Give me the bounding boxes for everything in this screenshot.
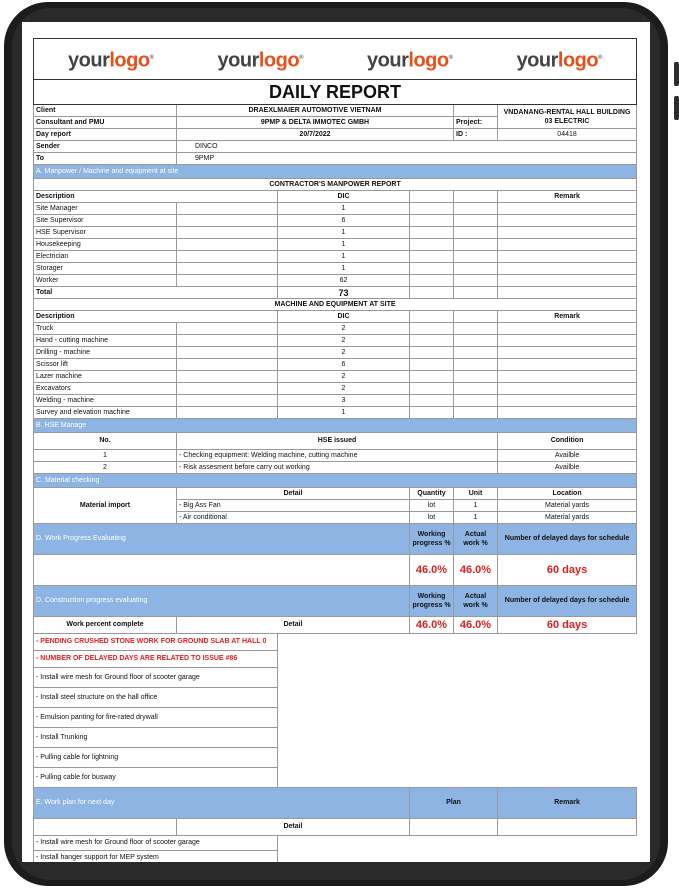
construction-detail-row [34,688,637,708]
construction-detail-header: Detail [177,617,410,634]
machine-blank [177,407,278,419]
manpower-dic: 62 [278,275,410,287]
machine-remark-header: Remark [498,311,637,323]
machine-dic: 1 [278,407,410,419]
manpower-remark [498,275,637,287]
machine-row [34,323,637,335]
machine-row [34,383,637,395]
machine-blank [177,347,278,359]
machine-blank [410,407,454,419]
machine-dic-header: DIC [278,311,410,323]
construction-working-progress-value: 46.0% [410,617,454,634]
id-value: 04418 [498,129,637,141]
manpower-row [34,203,637,215]
manpower-dic: 6 [278,215,410,227]
hse-row [34,462,637,474]
machine-description: Excavators [34,383,177,395]
day-report-value: 20/7/2022 [177,129,454,141]
machine-description: Welding - machine [34,395,177,407]
section-a-title: A. Manpower / Machine and equipment at site [34,165,637,179]
daily-report-document [33,38,636,862]
machine-remark [498,359,637,371]
machine-blank [454,395,498,407]
material-location-header: Location [498,488,637,500]
manpower-blank [410,203,454,215]
manpower-row [34,251,637,263]
machine-remark [498,335,637,347]
manpower-blank [410,239,454,251]
manpower-dic: 1 [278,251,410,263]
machine-equipment-title: MACHINE AND EQUIPMENT AT SITE [34,299,637,311]
machine-description: Survey and elevation machine [34,407,177,419]
project-label: Project: [454,117,498,129]
manpower-description: HSE Supervisor [34,227,177,239]
construction-detail: - PENDING CRUSHED STONE WORK FOR GROUND SLAB AT HALL 0 [34,634,278,651]
consultant-value: 9PMP & DELTA IMMOTEC GMBH [177,117,454,129]
material-detail: - Air conditional [177,512,410,524]
section-d2-title: D. Construction progress evaluating [34,586,410,617]
manpower-dic: 1 [278,227,410,239]
machine-blank [177,335,278,347]
section-c-title: C. Material checking [34,474,637,488]
manpower-blank [454,203,498,215]
machine-blank [410,383,454,395]
manpower-blank [454,263,498,275]
actual-work-label: Actual [464,531,487,538]
material-import-label: Material import [34,488,177,524]
company-logo: yourlogo® [367,49,453,72]
machine-blank [410,335,454,347]
plan-detail-row [34,851,637,863]
manpower-row [34,215,637,227]
manpower-blank [177,275,278,287]
plan-header: Plan [410,788,498,819]
hse-issue: - Checking equipment: Welding machine, cutting machine [177,450,498,462]
client-label: Client [34,105,177,117]
plan-remark-header: Remark [498,788,637,819]
project-value: VNDANANG-RENTAL HALL BUILDING 03 ELECTRIC [498,105,637,129]
sender-label: Sender [34,141,177,153]
manpower-description: Site Manager [34,203,177,215]
working-progress-label: Working [417,593,446,600]
hse-no: 1 [34,450,177,462]
material-unit: 1 [454,500,498,512]
machine-description: Scissor lift [34,359,177,371]
material-quantity-header: Quantity [410,488,454,500]
manpower-row [34,275,637,287]
machine-remark [498,371,637,383]
tablet-side-button [674,62,679,86]
manpower-remark [498,227,637,239]
hse-issue: - Risk assesment before carry out working [177,462,498,474]
machine-remark [498,347,637,359]
hse-no: 2 [34,462,177,474]
manpower-remark-header: Remark [498,191,637,203]
manpower-total-label: Total [34,287,278,299]
machine-blank [454,323,498,335]
construction-detail-row [34,651,637,668]
working-progress-label: Working [417,531,446,538]
hse-condition-header: Condition [498,433,637,450]
machine-dic: 2 [278,335,410,347]
machine-row [34,371,637,383]
machine-blank [454,347,498,359]
machine-blank [177,323,278,335]
hse-issued-header: HSE issued [177,433,498,450]
manpower-dic: 1 [278,239,410,251]
machine-description-header: Description [34,311,278,323]
logo-row [34,39,637,80]
construction-delayed-days-value: 60 days [498,617,637,634]
machine-remark [498,407,637,419]
machine-dic: 2 [278,371,410,383]
manpower-blank [177,215,278,227]
manpower-blank [410,275,454,287]
report-table: yourlogo® yourlogo® yourlogo® yourlogo® DAILY REPORT Client DRAEXLMAIER AUTOMOTIVE VIETNAM VNDANANG-RENTAL HALL BUILDING 03 ELECTRIC Consultant and PMU 9PMP & DELTA IMMOTEC GMBH Project: Day report 20/7/2022 ID : 04418 Sender DINCO To 9PMP A. Manpower / Machine and equipment at site CONTRACTOR'S MANPOWER REPORT Description DIC Remark Site Manager 1 Site Supervisor 6 HSE Supervisor 1 Housekeeping 1 Electrician 1 Storager 1 Worker 62 Total 73 MACHINE AND EQUIPMENT AT SITE Description DIC Remark Truck 2 Hand - cutting machine 2 Drilling - machine 2 Scissor lift 6 Lazer machine 2 Excavators 2 Welding - machine 3 Survey and elevation machine 1 B. HSE Manage No. HSE issued Condition 1 - Checking equipment: Welding machine, cutting machine Availble 2 - Risk assesment before carry out working Availble C. Material checking Material import Detail Quantity Unit Location - Big Ass Fan lot 1 Material yards - Air conditional lot 1 Material yards D. Work Progress Evaluating Working progress % Actual work % Number of delayed days for schedule 46.0% 46.0% 60 days D. Construction progress evaluating Working progress % Actual work % Number of delayed days for schedule Work percent complete Detail 46.0% 46.0% 60 days - PENDING CRUSHED STONE WORK FOR GROUND SLAB AT HALL 0 - NUMBER OF DELAYED DAYS ARE RELATED TO ISSUE #86 - Install wire mesh for Ground floor of scooter garage - Install steel structure on the hall office - Emulsion panting for fire-rated drywall - Install Trunking - Pulling cable for lightning - Pulling cable for busway E. Work plan for next day Plan Remark Detail - Install wire mesh for Ground floor of scooter garage - Install hanger support for MEP system [33,38,637,862]
manpower-blank [177,227,278,239]
material-detail: - Big Ass Fan [177,500,410,512]
machine-blank [410,371,454,383]
machine-dic: 2 [278,323,410,335]
manpower-blank [454,227,498,239]
working-progress-value: 46.0% [410,555,454,586]
id-label: ID : [454,129,498,141]
machine-dic: 3 [278,395,410,407]
construction-detail-row [34,728,637,748]
manpower-description: Worker [34,275,177,287]
hse-condition: Availble [498,450,637,462]
actual-work-label: Actual [464,593,487,600]
construction-detail: - Install wire mesh for Ground floor of scooter garage [34,668,278,688]
to-label: To [34,153,177,165]
manpower-blank [410,215,454,227]
delayed-days-value: 60 days [498,555,637,586]
machine-remark [498,323,637,335]
machine-blank [410,395,454,407]
manpower-blank [454,239,498,251]
actual-work-value: 46.0% [454,555,498,586]
machine-blank [410,347,454,359]
sender-value: DINCO [177,141,637,153]
tablet-side-button [674,96,679,120]
plan-detail: - Install hanger support for MEP system [34,851,278,863]
construction-detail: - Install steel structure on the hall office [34,688,278,708]
construction-detail: - Pulling cable for busway [34,768,278,788]
machine-description: Lazer machine [34,371,177,383]
material-location: Material yards [498,500,637,512]
hse-row [34,450,637,462]
company-logo: yourlogo® [516,49,603,72]
machine-blank [454,371,498,383]
machine-blank [410,323,454,335]
manpower-row [34,227,637,239]
machine-row [34,359,637,371]
plan-detail-header: Detail [177,819,410,836]
consultant-label: Consultant and PMU [34,117,177,129]
machine-dic: 2 [278,383,410,395]
manpower-description-header: Description [34,191,278,203]
machine-remark [498,395,637,407]
manpower-remark [498,263,637,275]
manpower-dic: 1 [278,263,410,275]
machine-row [34,347,637,359]
section-b-title: B. HSE Manage [34,419,637,433]
plan-detail: - Install wire mesh for Ground floor of scooter garage [34,836,278,851]
delayed-days-label: Number of delayed days for schedule [498,524,637,555]
manpower-description: Storager [34,263,177,275]
machine-dic: 6 [278,359,410,371]
manpower-blank [454,251,498,263]
machine-blank [177,383,278,395]
hse-condition: Availble [498,462,637,474]
manpower-dic: 1 [278,203,410,215]
manpower-blank [454,275,498,287]
manpower-description: Site Supervisor [34,215,177,227]
construction-detail-row [34,748,637,768]
company-logo: yourlogo® [217,49,304,72]
machine-row [34,335,637,347]
material-quantity: lot [410,512,454,524]
material-unit-header: Unit [454,488,498,500]
manpower-blank [410,227,454,239]
manpower-blank [177,263,278,275]
to-value: 9PMP [177,153,637,165]
machine-description: Drilling - machine [34,347,177,359]
material-unit: 1 [454,512,498,524]
material-location: Material yards [498,512,637,524]
manpower-row [34,239,637,251]
machine-blank [454,407,498,419]
construction-detail: - Pulling cable for lightning [34,748,278,768]
machine-row [34,395,637,407]
machine-remark [498,383,637,395]
hse-no-header: No. [34,433,177,450]
work-percent-complete-label: Work percent complete [34,617,177,634]
construction-detail: - Install Trunking [34,728,278,748]
manpower-remark [498,239,637,251]
construction-detail-row [34,708,637,728]
manpower-remark [498,203,637,215]
manpower-blank [410,251,454,263]
section-d1-title: D. Work Progress Evaluating [34,524,410,555]
manpower-blank [410,263,454,275]
construction-detail-row [34,768,637,788]
machine-row [34,407,637,419]
machine-description: Hand - cutting machine [34,335,177,347]
tablet-screen [22,22,650,862]
manpower-remark [498,215,637,227]
construction-detail: - NUMBER OF DELAYED DAYS ARE RELATED TO ISSUE #86 [34,651,278,668]
manpower-description: Electrician [34,251,177,263]
plan-detail-row [34,836,637,851]
material-quantity: lot [410,500,454,512]
machine-dic: 2 [278,347,410,359]
machine-blank [177,395,278,407]
client-value: DRAEXLMAIER AUTOMOTIVE VIETNAM [177,105,454,117]
machine-blank [177,371,278,383]
company-logo: yourlogo® [68,49,154,72]
manpower-blank [177,239,278,251]
manpower-blank [177,203,278,215]
machine-blank [454,359,498,371]
manpower-row [34,263,637,275]
report-title: DAILY REPORT [34,80,637,105]
construction-actual-work-value: 46.0% [454,617,498,634]
construction-detail-row [34,668,637,688]
manpower-blank [177,251,278,263]
day-report-label: Day report [34,129,177,141]
construction-detail-row [34,634,637,651]
manpower-dic-header: DIC [278,191,410,203]
manpower-total-value: 73 [278,287,410,299]
manpower-report-title: CONTRACTOR'S MANPOWER REPORT [34,179,637,191]
machine-blank [177,359,278,371]
machine-blank [410,359,454,371]
manpower-description: Housekeeping [34,239,177,251]
delayed-days-label: Number of delayed days for schedule [498,586,637,617]
machine-blank [454,383,498,395]
section-e-title: E. Work plan for next day [34,788,410,819]
machine-blank [454,335,498,347]
material-detail-header: Detail [177,488,410,500]
machine-description: Truck [34,323,177,335]
construction-detail: - Emulsion panting for fire-rated drywall [34,708,278,728]
manpower-remark [498,251,637,263]
manpower-blank [454,215,498,227]
